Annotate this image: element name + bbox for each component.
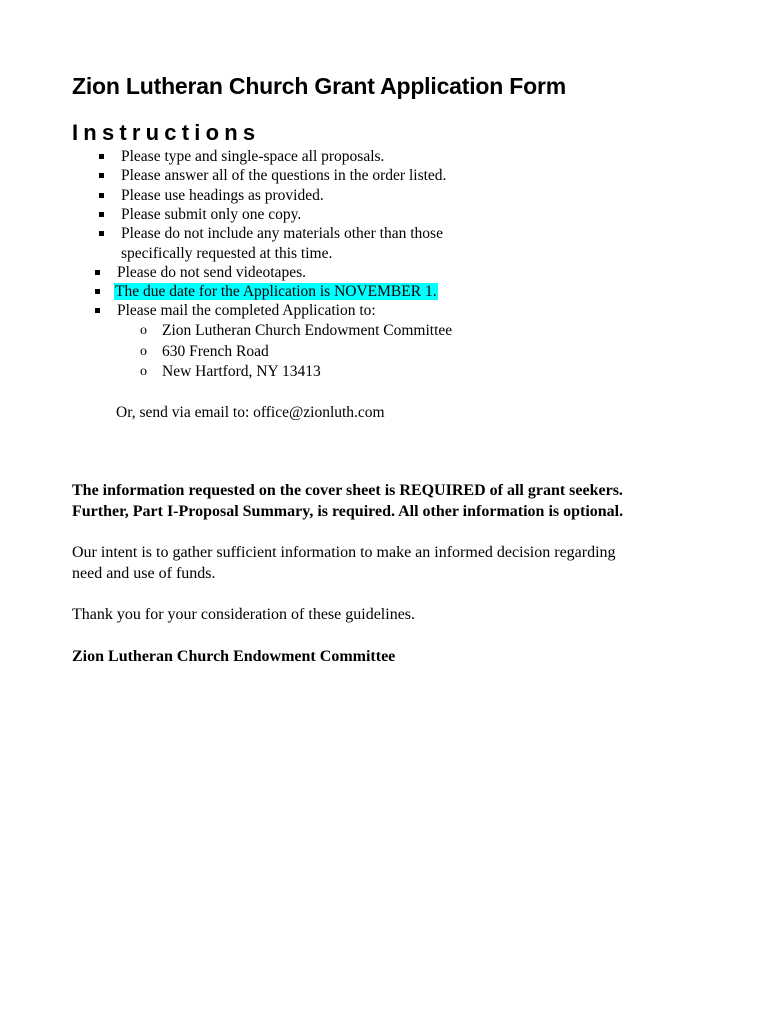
square-bullet-icon	[95, 270, 100, 275]
instruction-item: Please answer all of the questions in the order listed.	[121, 167, 447, 184]
intent-paragraph-line: Our intent is to gather sufficient information to make an informed decision regarding	[72, 544, 616, 561]
document-title: Zion Lutheran Church Grant Application Form	[72, 73, 566, 99]
instruction-item: Please submit only one copy.	[121, 206, 302, 223]
email-line: Or, send via email to: office@zionluth.com	[116, 404, 385, 421]
circle-bullet-icon: o	[140, 364, 147, 379]
due-date-item	[114, 282, 438, 301]
instruction-item: Please type and single-space all proposals.	[121, 148, 385, 165]
square-bullet-icon	[99, 173, 104, 178]
thanks-line: Thank you for your consideration of these guidelines.	[72, 606, 416, 623]
circle-bullet-icon: o	[140, 344, 147, 359]
intent-paragraph-line: need and use of funds.	[72, 565, 216, 582]
due-date-highlight: The due date for the Application is NOVEMBER 1.	[115, 283, 437, 300]
address-line: Zion Lutheran Church Endowment Committee	[162, 322, 453, 339]
instruction-item: Please do not send videotapes.	[117, 264, 306, 281]
square-bullet-icon	[95, 308, 100, 313]
address-line: 630 French Road	[162, 343, 269, 360]
square-bullet-icon	[99, 193, 104, 198]
square-bullet-icon	[95, 289, 100, 294]
circle-bullet-icon: o	[140, 323, 147, 338]
square-bullet-icon	[99, 231, 104, 236]
instruction-item: Please do not include any materials other than those	[121, 225, 443, 242]
instruction-item: Please use headings as provided.	[121, 187, 324, 204]
address-line: New Hartford, NY 13413	[162, 363, 321, 380]
signature: Zion Lutheran Church Endowment Committee	[72, 648, 396, 665]
required-paragraph-line: The information requested on the cover sheet is REQUIRED of all grant seekers.	[72, 482, 623, 499]
square-bullet-icon	[99, 212, 104, 217]
square-bullet-icon	[99, 154, 104, 159]
instruction-item: Please mail the completed Application to:	[117, 302, 376, 319]
required-paragraph-line: Further, Part I-Proposal Summary, is required. All other information is optional.	[72, 503, 624, 520]
instructions-heading: Instructions	[72, 120, 261, 145]
instruction-item-continuation: specifically requested at this time.	[121, 245, 333, 262]
